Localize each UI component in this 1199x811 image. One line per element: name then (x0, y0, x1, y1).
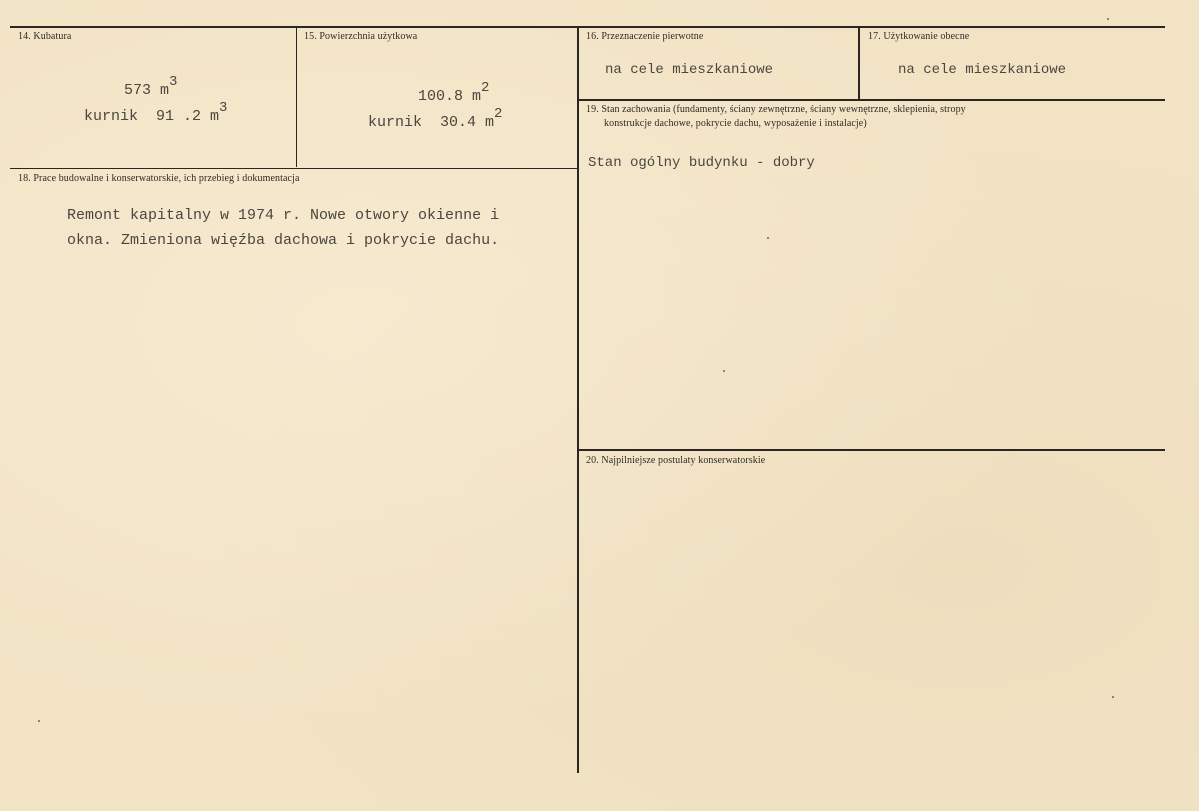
field-15-value-text: kurnik 30.4 m (368, 114, 495, 131)
field-15-exponent: 2 (481, 80, 490, 96)
field-15-value-line2 (332, 92, 502, 148)
horizontal-rule-19-20 (578, 449, 1165, 451)
field-19-label-line1: 19. Stan zachowania (fundamenty, ściany zewnętrzne, ściany wewnętrzne, sklepienia, stropy (586, 104, 966, 115)
paper-speck (1112, 696, 1114, 698)
field-15-value-text: 100.8 m (418, 88, 482, 105)
paper-speck (723, 370, 725, 372)
vertical-rule-16-17 (858, 27, 860, 99)
field-14-exponent: 3 (169, 74, 178, 90)
paper-speck (767, 237, 769, 239)
field-14-exponent: 3 (219, 100, 228, 116)
field-18-value-line2: okna. Zmieniona więźba dachowa i pokrycie dachu. (67, 232, 500, 249)
field-20-label: 20. Najpilniejsze postulaty konserwatorskie (586, 455, 766, 466)
top-rule (10, 26, 1165, 28)
field-16-value: na cele mieszkaniowe (605, 62, 774, 78)
horizontal-rule-16-19 (578, 99, 1165, 101)
paper-speck (1107, 18, 1109, 20)
vertical-rule-14-15 (296, 27, 297, 167)
field-14-value-line2 (48, 86, 227, 142)
field-16-label: 16. Przeznaczenie pierwotne (586, 31, 704, 42)
field-17-label: 17. Użytkowanie obecne (868, 31, 970, 42)
field-15-label: 15. Powierzchnia użytkowa (304, 31, 418, 42)
field-19-label-line2: konstrukcje dachowe, pokrycie dachu, wyposażenie i instalacje) (604, 118, 867, 129)
field-14-value-text: 573 m (124, 82, 170, 99)
field-17-value: na cele mieszkaniowe (898, 62, 1067, 78)
field-18-value-line1: Remont kapitalny w 1974 r. Nowe otwory okienne i (67, 207, 500, 224)
field-15-exponent: 2 (494, 106, 503, 122)
paper-speck (38, 720, 40, 722)
horizontal-rule-14-18 (10, 168, 577, 169)
field-14-label: 14. Kubatura (18, 31, 72, 42)
field-14-value-text: kurnik 91 .2 m (84, 108, 220, 125)
field-18-label: 18. Prace budowalne i konserwatorskie, ich przebieg i dokumentacja (18, 173, 300, 184)
field-19-value: Stan ogólny budynku - dobry (588, 155, 815, 171)
vertical-rule-main (577, 27, 579, 773)
